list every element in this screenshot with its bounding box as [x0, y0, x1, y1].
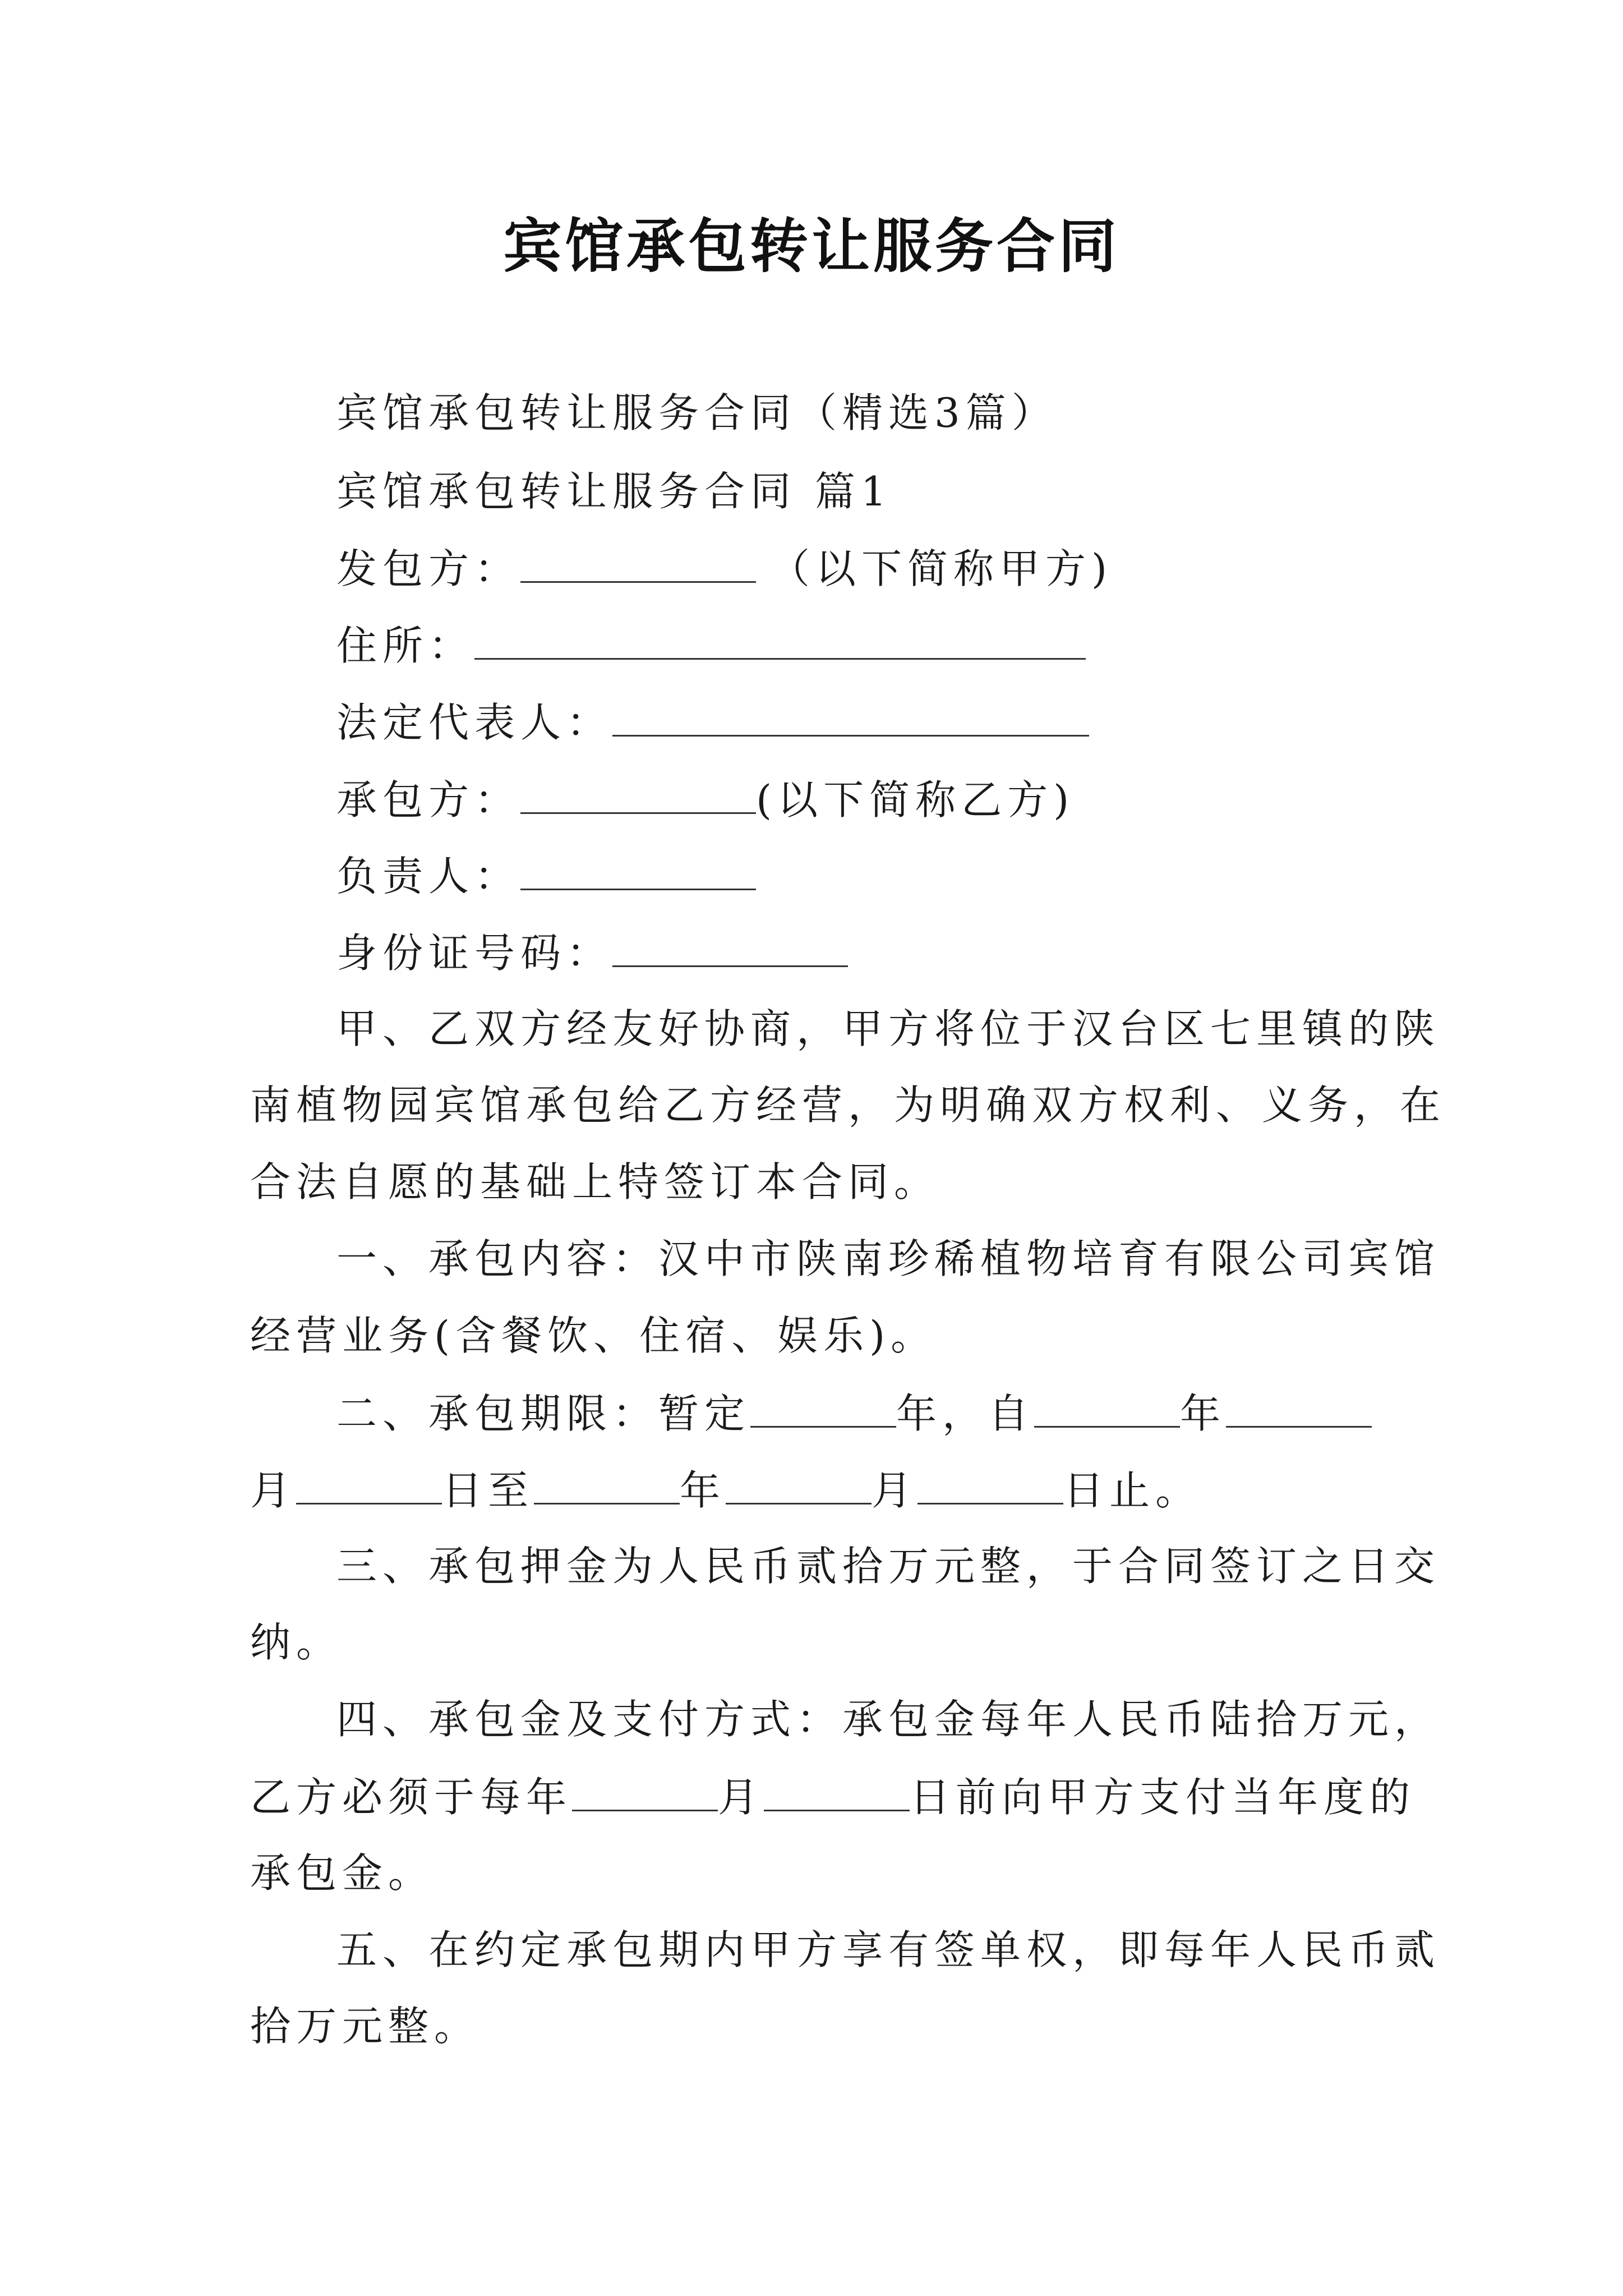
clause4-line-1: 四、承包金及支付方式：承包金每年人民币陆拾万元，: [336, 1696, 1441, 1743]
clause4-line-2: [250, 1774, 1416, 1821]
clause2-part-3: 年: [1180, 1390, 1227, 1437]
end-day-blank: [917, 1469, 1063, 1504]
clause4-line-3: 承包金。: [250, 1849, 435, 1897]
end-year-blank: [534, 1469, 680, 1504]
payment-month-blank: [572, 1776, 718, 1811]
intro-line-3: 合法自愿的基础上特签订本合同。: [250, 1158, 940, 1205]
issuer-note: （以下简称甲方): [769, 545, 1113, 592]
intro-line-2: 南植物园宾馆承包给乙方经营，为明确双方权利、义务，在: [250, 1082, 1446, 1129]
legal-rep-line: [336, 699, 1089, 746]
id-label: 身份证号码：: [336, 930, 613, 977]
clause5-line-1: 五、在约定承包期内甲方享有签单权，即每年人民币贰: [336, 1926, 1441, 1973]
clause2-part-8: 日止。: [1063, 1467, 1202, 1514]
clause4-part-1: 乙方必须于每年: [250, 1774, 573, 1821]
clause1-line-1: 一、承包内容：汉中市陕南珍稀植物培育有限公司宾馆: [336, 1235, 1441, 1282]
id-line: [336, 930, 848, 977]
contractor-label: 承包方：: [336, 776, 521, 823]
intro-line-1: 甲、乙双方经友好协商，甲方将位于汉台区七里镇的陕: [336, 1005, 1441, 1052]
term-years-blank: [750, 1392, 896, 1428]
principal-blank: [520, 855, 756, 890]
contractor-blank: [520, 779, 756, 814]
clause2-part-1: 二、承包期限：暂定: [336, 1390, 751, 1437]
payment-day-blank: [764, 1776, 910, 1811]
legal-rep-label: 法定代表人：: [336, 699, 613, 746]
subtitle: 宾馆承包转让服务合同（精选3篇）: [336, 389, 1058, 436]
address-label: 住所：: [336, 622, 475, 669]
start-day-blank: [296, 1469, 442, 1504]
clause2-part-4: 月: [250, 1467, 297, 1514]
clause4-part-2: 月: [718, 1774, 764, 1821]
document-title: 宾馆承包转让服务合同: [502, 212, 1120, 280]
clause2-line-1: [336, 1390, 1372, 1437]
end-month-blank: [726, 1469, 872, 1504]
clause2-part-5: 日至: [442, 1467, 534, 1514]
start-month-blank: [1226, 1392, 1372, 1428]
clause2-part-2: 年，自: [896, 1390, 1035, 1437]
contractor-note: (以下简称乙方): [756, 776, 1075, 823]
contractor-line: [336, 776, 1075, 823]
issuer-label: 发包方：: [336, 545, 521, 592]
id-blank: [612, 932, 848, 967]
start-year-blank: [1034, 1392, 1180, 1428]
part-heading: 宾馆承包转让服务合同 篇1: [336, 468, 892, 515]
clause2-part-7: 月: [872, 1467, 918, 1514]
legal-rep-blank: [612, 701, 1089, 737]
clause2-part-6: 年: [680, 1467, 726, 1514]
clause2-line-2: [250, 1467, 1202, 1514]
address-line: [336, 622, 1086, 669]
principal-line: [336, 853, 756, 900]
issuer-blank: [520, 547, 756, 583]
issuer-line: [336, 545, 1113, 592]
clause5-line-2: 拾万元整。: [250, 2003, 481, 2050]
clause3-line-2: 纳。: [250, 1619, 343, 1666]
address-blank: [474, 624, 1086, 660]
clause3-line-1: 三、承包押金为人民币贰拾万元整，于合同签订之日交: [336, 1543, 1441, 1590]
clause1-line-2: 经营业务(含餐饮、住宿、娱乐)。: [250, 1312, 937, 1359]
principal-label: 负责人：: [336, 853, 521, 900]
clause4-part-3: 日前向甲方支付当年度的: [910, 1774, 1416, 1821]
